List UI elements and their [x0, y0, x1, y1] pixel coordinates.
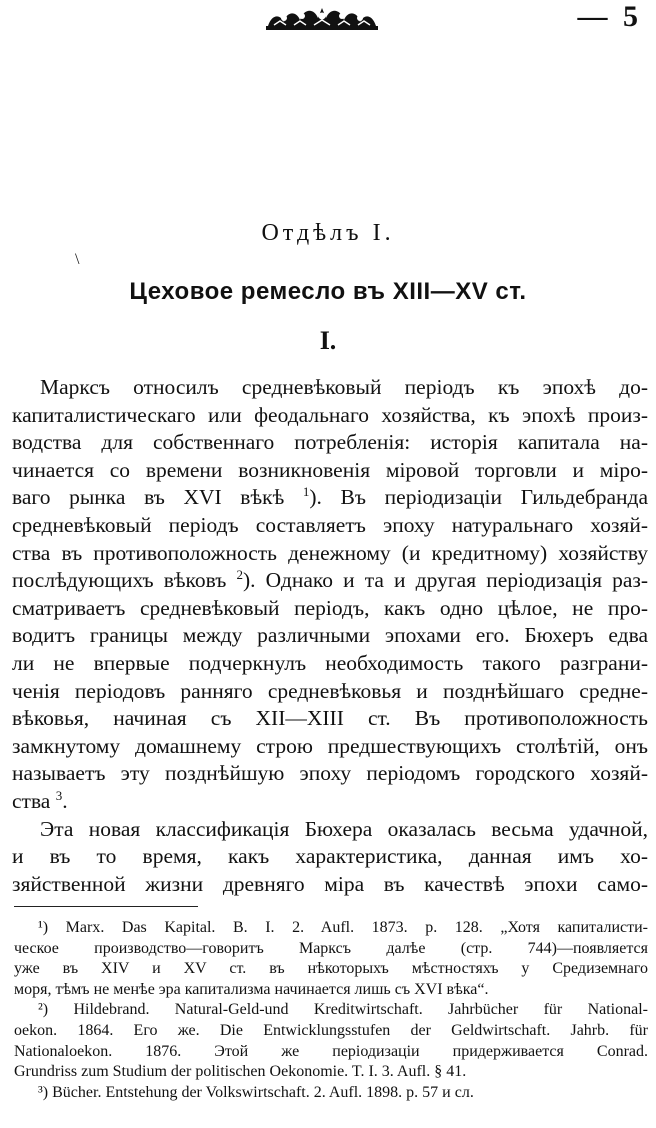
- footnote-line: ¹) Marx. Das Kapital. B. I. 2. Aufl. 1873. p. 128. „Хотя капиталисти-: [38, 919, 648, 936]
- body-line: называетъ эту позднѣйшую эпоху періодомъ городского хозяй-: [12, 761, 648, 786]
- footnote-line: уже въ XIV и XV ст. въ нѣкоторыхъ мѣстностяхъ у Средиземнаго: [14, 960, 648, 978]
- footnote-line: Grundriss zum Studium der politischen Oekonomie. T. I. 3. Aufl. § 41.: [14, 1063, 467, 1081]
- footnote-ref: 1: [302, 484, 310, 500]
- footnote-line: ²) Hildebrand. Natural-Geld-und Kreditwirtschaft. Jahrbücher für National-: [38, 1001, 648, 1019]
- body-line: [12, 484, 648, 512]
- subsection-numeral: I.: [319, 326, 337, 355]
- footnote-line: Nationaloekon. 1876. Этой же періодизаціи придерживается Conrad.: [14, 1042, 648, 1060]
- body-line: вѣковья, начиная съ XII—XIII ст. Въ противоположность: [12, 706, 648, 731]
- page-number: — 5: [577, 0, 642, 33]
- chapter-title: Цеховое ремесло въ XIII—XV ст.: [129, 278, 527, 305]
- body-line: ли не впервые подчеркнулъ необходимость такого разграни-: [12, 650, 648, 675]
- footnote-divider: [14, 906, 198, 907]
- body-line: и въ то время, какъ характеристика, данная имъ хо-: [12, 844, 648, 869]
- body-line: Эта новая классификація Бюхера оказалась весьма удачной,: [40, 816, 648, 841]
- body-text: [12, 374, 648, 898]
- body-line-text: ваго рынка въ XVI вѣкѣ: [12, 485, 285, 510]
- body-line: водитъ границы между различными эпохами его. Бюхеръ едва: [12, 623, 648, 648]
- body-line-text: послѣдующихъ вѣковъ: [12, 568, 227, 593]
- body-line: средневѣковый періодъ составляетъ эпоху натуральнаго хозяй-: [12, 512, 648, 537]
- headpiece-ornament-icon: [266, 4, 378, 32]
- footnote-ref: 2: [236, 567, 244, 582]
- body-line: зяйственной жизни древняго міра въ качествѣ эпохи само-: [12, 871, 648, 896]
- body-line: капиталистическаго или феодальнаго хозяйства, къ эпохѣ произ-: [12, 402, 648, 427]
- footnote-line: моря, тѣмъ не менѣе эра капитализма начинается лишь съ XVI вѣка“.: [14, 980, 489, 998]
- footnote-line: ³) Bücher. Entstehung der Volkswirtschaft. 2. Aufl. 1898. p. 57 и сл.: [38, 1083, 474, 1101]
- body-line: [12, 788, 648, 816]
- body-line-text: ства: [12, 788, 51, 813]
- body-line: чинается со времени возникновенія міровой торговли и міро-: [12, 457, 648, 482]
- body-line: ченія періодовъ ранняго средневѣковья и позднѣйшаго средне-: [12, 678, 648, 703]
- body-line: ства въ противоположность денежному (и кредитному) хозяйству: [12, 540, 648, 565]
- body-line: [12, 567, 648, 595]
- section-label: Отдѣлъ I.: [261, 220, 395, 246]
- footnote-line: oekon. 1864. Его же. Die Entwicklungsstufen der Geldwirtschaft. Jahrb. für: [14, 1021, 648, 1039]
- body-line: водства для собственнаго потребленія: исторія капитала на-: [12, 430, 648, 455]
- body-line-continuation: .: [62, 788, 68, 813]
- body-line: Марксъ относилъ средневѣковый періодъ къ эпохѣ до-: [40, 375, 648, 399]
- body-line-continuation: ). Однако и та и другая періодизація раз-: [243, 568, 649, 593]
- stray-mark: \: [75, 251, 80, 268]
- footnotes: [14, 918, 648, 1103]
- footnote-ref: 3: [55, 787, 63, 803]
- body-line-continuation: ). Въ періодизаціи Гильдебранда: [309, 485, 649, 510]
- body-line: замкнутому домашнему строю предшествующихъ столѣтій, онъ: [12, 733, 648, 758]
- body-line: сматриваетъ средневѣковый періодъ, какъ одно цѣлое, не про-: [12, 595, 648, 620]
- footnote-line: ческое производство—говоритъ Марксъ далѣе (стр. 744)—появляется: [14, 939, 648, 957]
